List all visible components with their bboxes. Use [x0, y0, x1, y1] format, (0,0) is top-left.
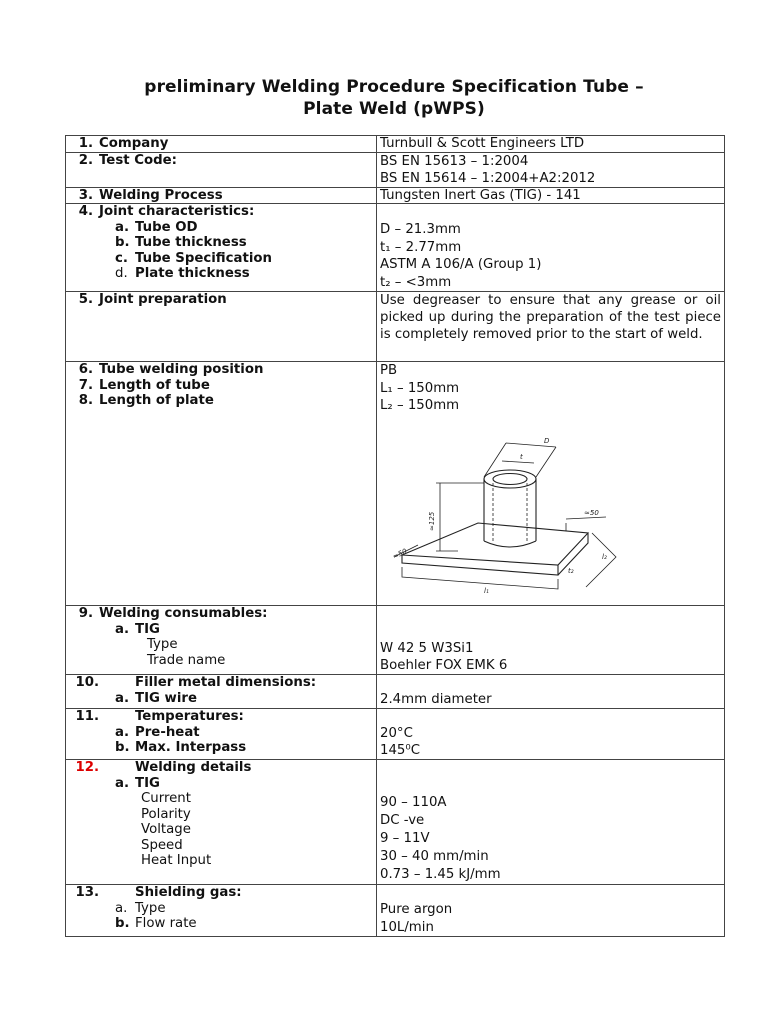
cell-value — [377, 606, 725, 675]
tube-thickness-value: t₁ – 2.77mm — [380, 239, 462, 255]
cell-value — [377, 760, 725, 885]
interpass-label: b. Max. Interpass — [115, 740, 247, 755]
item-label: Welding Process — [99, 187, 223, 203]
row-shielding-gas — [66, 885, 725, 937]
cell-label: 11. Temperatures: a. Pre-heat b. Max. Interpass — [66, 709, 377, 760]
row-joint-preparation — [66, 292, 725, 362]
speed-label: Speed — [141, 837, 183, 853]
cell-label — [66, 204, 377, 292]
gas-type-value: Pure argon — [380, 902, 453, 917]
cell-value — [377, 362, 725, 606]
consumables-type-label: Type — [147, 637, 178, 652]
cell-value — [377, 885, 725, 937]
cell-value — [377, 709, 725, 760]
gas-flow-label: b. Flow rate — [115, 916, 197, 931]
cell-value — [377, 136, 725, 153]
current-value: 90 – 110A — [380, 795, 447, 810]
dim-t2-label: t₂ — [568, 566, 574, 575]
filler-sub: a. TIG wire — [115, 690, 197, 706]
speed-value: 30 – 40 mm/min — [380, 849, 489, 864]
len-tube-value: L₁ – 150mm — [380, 380, 460, 396]
row-company — [66, 136, 725, 153]
row-welding-details — [66, 760, 725, 885]
filler-label: Filler metal dimensions: — [135, 675, 317, 690]
dim-l1-label: l₁ — [484, 586, 489, 595]
heat-input-label: Heat Input — [141, 853, 212, 868]
item-number: 3. — [78, 187, 93, 203]
item-number: 5. — [78, 292, 93, 307]
cell-value — [377, 675, 725, 709]
cell-label: 6. Tube welding position 7. Length of tube 8. Length of plate — [66, 362, 377, 606]
row-consumables — [66, 606, 725, 675]
gas-flow-value: 10L/min — [380, 919, 434, 935]
preheat-value: 20°C — [380, 726, 413, 741]
item-number: 2. — [78, 152, 93, 168]
preheat-label: a. Pre-heat — [115, 724, 200, 740]
dim-l2-label: l₂ — [602, 552, 607, 561]
gas-type-label: a. Type — [115, 900, 166, 916]
cell-label: 9. Welding consumables: a. TIG Type Trade name — [66, 606, 377, 675]
test-code-value-2: BS EN 15614 – 1:2004+A2:2012 — [380, 170, 596, 186]
item-label: Company — [99, 136, 169, 151]
consumables-type-value: W 42 5 W3Si1 — [380, 641, 474, 656]
cell-value — [377, 187, 725, 204]
tube-od-value: D – 21.3mm — [380, 222, 461, 237]
details-sub: a. TIG — [115, 775, 160, 791]
polarity-value: DC -ve — [380, 813, 425, 828]
current-label: Current — [141, 791, 191, 806]
row-welding-process — [66, 187, 725, 204]
polarity-label: Polarity — [141, 806, 191, 822]
welding-process-value: Tungsten Inert Gas (TIG) - 141 — [380, 187, 581, 203]
interpass-value: 145⁰C — [380, 743, 420, 758]
joint-sub-b: b. Tube thickness — [115, 235, 247, 250]
row-tube-details — [66, 362, 725, 606]
item-label: Joint characteristics: — [99, 204, 255, 219]
dim-w50-left-label: ≈50 — [391, 546, 409, 561]
tube-pos-value: PB — [380, 363, 398, 378]
row-filler — [66, 675, 725, 709]
joint-prep-value: Use degreaser to ensure that any grease or oil picked up during the preparation of the test piece is completely removed prior to the start of weld. — [380, 293, 721, 342]
len-plate-label: Length of plate — [99, 393, 214, 408]
cell-label — [66, 760, 377, 885]
cell-value — [377, 152, 725, 187]
consumables-trade-label: Trade name — [147, 652, 226, 668]
item-label: Joint preparation — [99, 292, 227, 307]
consumables-sub: a. TIG — [115, 621, 160, 637]
cell-label: 10. Filler metal dimensions: a. TIG wire — [66, 675, 377, 709]
dim-w50-right-label: ≈50 — [584, 508, 599, 517]
dim-d-label: D — [544, 436, 550, 445]
tube-pos-label: Tube welding position — [99, 362, 264, 377]
cell-value — [377, 292, 725, 362]
len-tube-label: Length of tube — [99, 377, 210, 393]
voltage-label: Voltage — [141, 822, 191, 837]
joint-sub-d: d. Plate thickness — [115, 266, 250, 281]
dim-h-label: ≈125 — [428, 511, 436, 531]
cell-label — [66, 152, 377, 187]
consumables-label: Welding consumables: — [99, 606, 268, 621]
details-label: Welding details — [135, 760, 252, 775]
tube-spec-value: ASTM A 106/A (Group 1) — [380, 257, 542, 272]
row-joint-characteristics — [66, 204, 725, 292]
title-line-2: Plate Weld (pWPS) — [303, 99, 485, 119]
consumables-trade-value: Boehler FOX EMK 6 — [380, 658, 508, 673]
tube-plate-diagram — [388, 423, 628, 595]
item-label: Test Code: — [99, 152, 177, 168]
temps-label: Temperatures: — [135, 709, 244, 724]
dim-t-label: t — [520, 452, 523, 461]
item-number: 1. — [78, 136, 93, 151]
cell-value — [377, 204, 725, 292]
joint-sub-c: c. Tube Specification — [115, 250, 273, 266]
item-number: 4. — [78, 204, 93, 219]
document-title — [64, 76, 724, 120]
cell-label — [66, 292, 377, 362]
details-number: 12. — [75, 760, 99, 775]
specification-table — [65, 135, 725, 937]
gas-label: Shielding gas: — [135, 885, 242, 900]
test-code-value-1: BS EN 15613 – 1:2004 — [380, 153, 529, 169]
cell-label — [66, 136, 377, 153]
cell-label — [66, 187, 377, 204]
len-plate-value: L₂ – 150mm — [380, 398, 460, 413]
joint-sub-a: a. Tube OD — [115, 219, 198, 235]
voltage-value: 9 – 11V — [380, 831, 430, 846]
company-value: Turnbull & Scott Engineers LTD — [380, 136, 585, 151]
cell-label: 13. Shielding gas: a. Type b. Flow rate — [66, 885, 377, 937]
title-line-1: preliminary Welding Procedure Specification Tube – — [144, 77, 644, 97]
plate-thickness-value: t₂ – <3mm — [380, 274, 452, 290]
filler-value: 2.4mm diameter — [380, 692, 492, 707]
row-temperatures — [66, 709, 725, 760]
row-test-code — [66, 152, 725, 187]
heat-input-value: 0.73 – 1.45 kJ/mm — [380, 867, 501, 882]
